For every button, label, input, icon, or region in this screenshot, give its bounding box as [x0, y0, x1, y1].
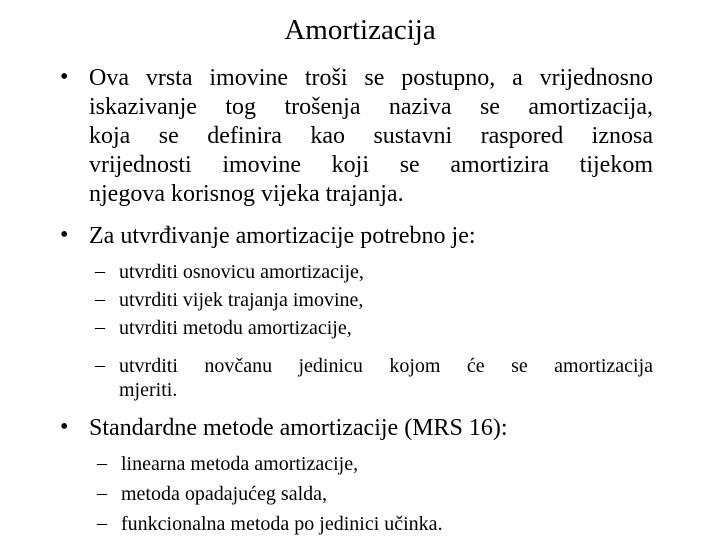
dash-marker: –: [95, 260, 105, 282]
bullet-marker: •: [60, 222, 69, 248]
dash-marker: –: [97, 482, 107, 504]
sub-item-line: mjeriti.: [119, 379, 178, 401]
sub-item: funkcionalna metoda po jedinici učinka.: [121, 513, 443, 535]
sub-item: [119, 354, 653, 402]
bullet-line: njegova korisnog vijeka trajanja.: [89, 181, 404, 207]
bullet-text: [89, 64, 653, 209]
bullet-text: Za utvrđivanje amortizacije potrebno je:: [89, 223, 476, 249]
sub-item-line: utvrditi novčanu jedinicu kojom će se amortizacija: [119, 355, 653, 377]
sub-item: metoda opadajućeg salda,: [121, 483, 328, 505]
bullet-line: Ova vrsta imovine troši se postupno, a vrijednosno: [89, 65, 653, 91]
sub-item: utvrditi metodu amortizacije,: [119, 317, 352, 339]
slide-title: Amortizacija: [284, 14, 436, 46]
dash-marker: –: [95, 354, 105, 376]
bullet-line: vrijednosti imovine koji se amortizira tijekom: [89, 152, 653, 178]
dash-marker: –: [95, 288, 105, 310]
sub-item: linearna metoda amortizacije,: [121, 453, 359, 475]
dash-marker: –: [97, 512, 107, 534]
dash-marker: –: [97, 452, 107, 474]
dash-marker: –: [95, 316, 105, 338]
sub-item: utvrditi vijek trajanja imovine,: [119, 289, 364, 311]
bullet-marker: •: [60, 64, 69, 90]
bullet-marker: •: [60, 414, 69, 440]
bullet-text: Standardne metode amortizacije (MRS 16):: [89, 415, 508, 441]
bullet-line: koja se definira kao sustavni raspored iznosa: [89, 123, 653, 149]
bullet-line: iskazivanje tog trošenja naziva se amortizacija,: [89, 94, 653, 120]
sub-item: utvrditi osnovicu amortizacije,: [119, 261, 364, 283]
